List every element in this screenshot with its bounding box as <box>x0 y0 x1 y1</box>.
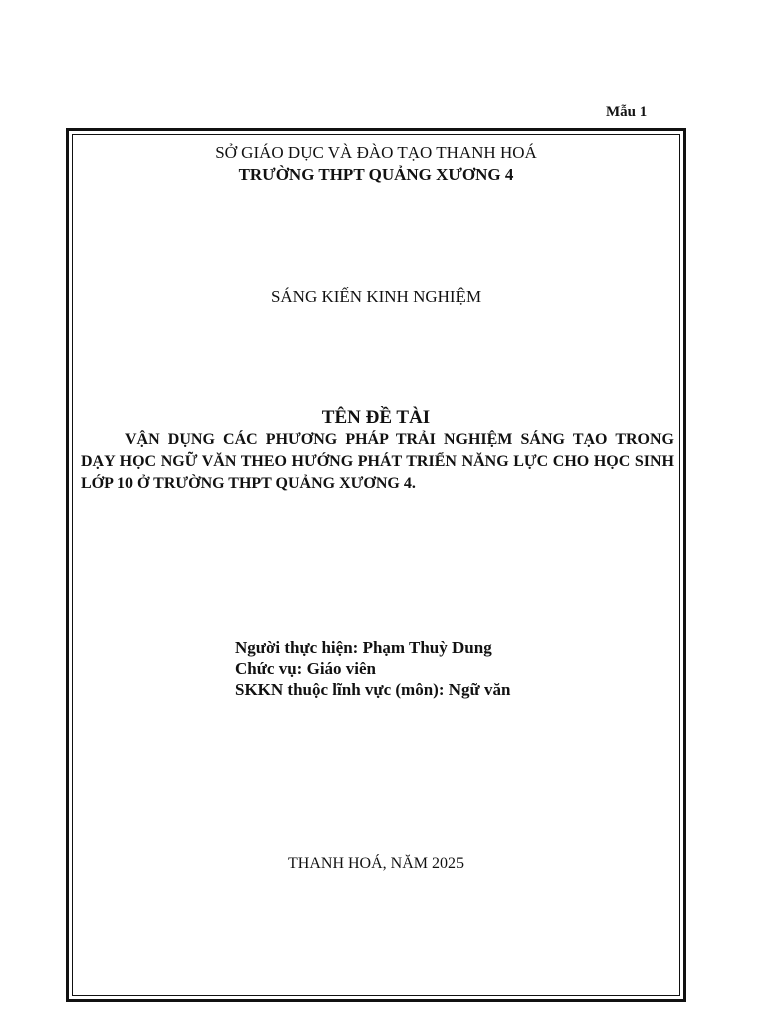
author-performer: Người thực hiện: Phạm Thuỳ Dung <box>235 638 492 657</box>
author-field: SKKN thuộc lĩnh vực (môn): Ngữ văn <box>235 680 511 699</box>
place-and-year: THANH HOÁ, NĂM 2025 <box>288 855 464 872</box>
topic-title: VẬN DỤNG CÁC PHƯƠNG PHÁP TRẢI NGHIỆM SÁNG TẠO TRONG DẠY HỌC NGỮ VĂN THEO HƯỚNG PHÁT TRIỂN NĂNG LỰC CHO HỌC SINH LỚP 10 Ở TRƯỜNG THPT QUẢNG XƯƠNG 4. <box>81 431 674 492</box>
cover-frame <box>66 128 686 1002</box>
topic-heading: TÊN ĐỀ TÀI <box>321 407 431 428</box>
department-name: SỞ GIÁO DỤC VÀ ĐÀO TẠO THANH HOÁ <box>215 143 537 162</box>
cover-inner-frame <box>72 134 680 996</box>
author-info <box>235 637 510 700</box>
school-name: TRƯỜNG THPT QUẢNG XƯƠNG 4 <box>238 165 514 184</box>
author-position: Chức vụ: Giáo viên <box>235 659 377 678</box>
form-code-label: Mẫu 1 <box>606 104 648 120</box>
document-type: SÁNG KIẾN KINH NGHIỆM <box>270 287 482 306</box>
